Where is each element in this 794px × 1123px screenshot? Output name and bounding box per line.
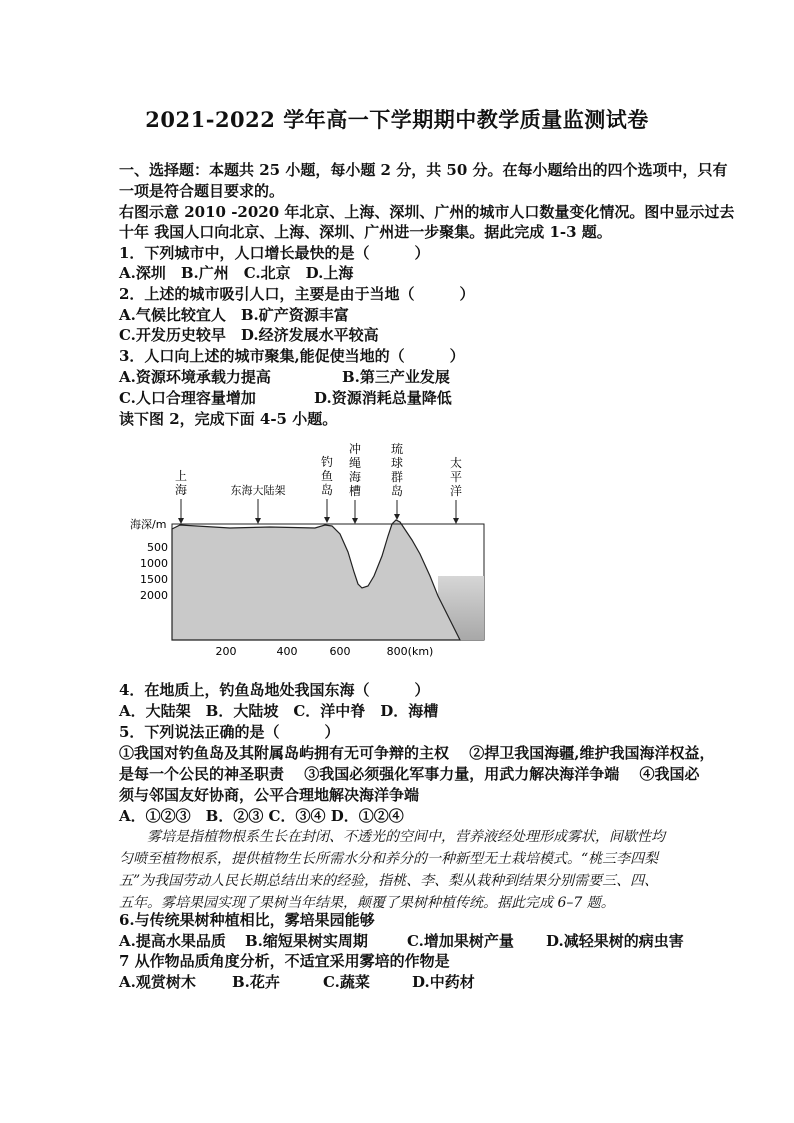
page-title: 2021-2022 学年高一下学期期中教学质量监测试卷 — [145, 107, 649, 132]
passage-line2: 匀喷至植物根系，提供植物生长所需水分和养分的一种新型无土栽培模式。“桃三李四梨 — [119, 851, 659, 867]
q1-options: A.深圳 B.广州 C.北京 D.上海 — [119, 264, 354, 282]
q4-stem: 4．在地质上，钓鱼岛地处我国东海（ ） — [119, 681, 430, 699]
label-shanghai-1: 上 — [174, 469, 188, 483]
passage-line1: 雾培是指植物根系生长在封闭、不透光的空间中，营养液经处理形成雾状，间歇性均 — [119, 829, 665, 845]
label-ryukyu-2: 球 — [390, 456, 404, 470]
x-tick-400: 400 — [276, 645, 298, 658]
q3-stem: 3．人口向上述的城市聚集,能促使当地的（ ） — [119, 347, 465, 365]
q7-option-b: B.花卉 — [232, 973, 280, 991]
q2-stem: 2．上述的城市吸引人口，主要是由于当地（ ） — [119, 285, 475, 303]
x-tick-200: 200 — [215, 645, 237, 658]
q5-line3: 须与邻国友好协商，公平合理地解决海洋争端 — [119, 786, 420, 804]
cross-section-figure — [120, 436, 500, 666]
label-diaoyu-2: 鱼 — [320, 469, 334, 483]
intro1-line1: 右图示意 2010 -2020 年北京、上海、深圳、广州的城市人口数量变化情况。图中显示过去 — [119, 203, 735, 221]
q3-option-a: A.资源环境承载力提高 — [119, 368, 271, 386]
q5-options: A．①②③ B．②③ C．③④ D．①②④ — [119, 807, 404, 825]
q2-options-1: A.气候比较宜人 B.矿产资源丰富 — [119, 306, 349, 324]
intro2: 读下图 2，完成下面 4-5 小题。 — [119, 410, 338, 428]
label-shanghai — [175, 468, 187, 524]
label-ryukyu-3: 群 — [390, 470, 404, 484]
x-tick-600: 600 — [329, 645, 351, 658]
label-ryukyu — [391, 441, 403, 520]
q3-option-b: B.第三产业发展 — [342, 368, 450, 386]
label-trough-4: 槽 — [348, 484, 362, 498]
q3-option-c: C.人口合理容量增加 — [119, 389, 256, 407]
section-heading-line2: 一项是符合题目要求的。 — [119, 182, 285, 200]
label-pacific-1: 太 — [449, 456, 463, 470]
q4-options: A．大陆架 B．大陆坡 C．洋中脊 D．海槽 — [119, 702, 439, 720]
passage — [119, 826, 679, 914]
q6-option-d: D.减轻果树的病虫害 — [546, 932, 684, 950]
q6-option-c: C.增加果树产量 — [407, 932, 514, 950]
q6-stem: 6.与传统果树种植相比，雾培果园能够 — [119, 911, 375, 929]
label-ryukyu-4: 岛 — [390, 484, 404, 498]
q6-option-a: A.提高水果品质 — [119, 932, 226, 950]
y-axis-label: 海深/m — [130, 518, 167, 531]
x-tick-800km: 800(km) — [386, 645, 434, 658]
label-shelf — [231, 483, 286, 524]
q5-line2: 是每一个公民的神圣职责 ③我国必须强化军事力量，用武力解决海洋争端 ④我国必 — [119, 765, 700, 783]
y-tick-500: 500 — [147, 541, 168, 554]
q5-line1: ①我国对钓鱼岛及其附属岛屿拥有无可争辩的主权 ②捍卫我国海疆,维护我国海洋权益， — [119, 744, 715, 762]
q7-option-c: C.蔬菜 — [323, 973, 370, 991]
passage-line4: 五年。雾培果园实现了果树当年结果，颠覆了果树种植传统。据此完成 6–7 题。 — [119, 895, 615, 911]
q5-stem: 5．下列说法正确的是（ ） — [119, 723, 340, 741]
label-diaoyu — [321, 455, 333, 523]
q2-options-2: C.开发历史较早 D.经济发展水平较高 — [119, 326, 379, 344]
q7-option-a: A.观赏树木 — [119, 973, 196, 991]
y-tick-2000: 2000 — [140, 589, 168, 602]
label-pacific-3: 洋 — [449, 484, 463, 498]
label-ryukyu-1: 琉 — [390, 442, 404, 456]
label-diaoyu-1: 钓 — [320, 455, 334, 469]
label-trough — [349, 441, 361, 524]
q3-option-d: D.资源消耗总量降低 — [314, 389, 452, 407]
label-trough-3: 海 — [348, 470, 362, 484]
label-pacific — [450, 455, 462, 524]
y-tick-1000: 1000 — [140, 557, 168, 570]
label-trough-2: 绳 — [348, 456, 362, 470]
label-trough-1: 冲 — [348, 442, 362, 456]
passage-line3: 五”为我国劳动人民长期总结出来的经验，指桃、李、梨从栽种到结果分别需要三、四、 — [119, 873, 659, 889]
label-shanghai-2: 海 — [174, 483, 188, 497]
q1-stem: 1．下列城市中，人口增长最快的是（ ） — [119, 244, 430, 262]
q7-option-d: D.中药材 — [412, 973, 475, 991]
q6-option-b: B.缩短果树实周期 — [245, 932, 368, 950]
intro1-line2: 十年 我国人口向北京、上海、深圳、广州进一步聚集。据此完成 1-3 题。 — [119, 223, 612, 241]
label-pacific-2: 平 — [449, 470, 463, 484]
label-diaoyu-3: 岛 — [320, 483, 334, 497]
y-tick-1500: 1500 — [140, 573, 168, 586]
label-shelf-text: 东海大陆架 — [230, 484, 286, 497]
section-heading-line1: 一、选择题：本题共 25 小题，每小题 2 分，共 50 分。在每小题给出的四个选项中，只有 — [119, 161, 728, 179]
q7-stem: 7 从作物品质角度分析，不适宜采用雾培的作物是 — [119, 952, 450, 970]
